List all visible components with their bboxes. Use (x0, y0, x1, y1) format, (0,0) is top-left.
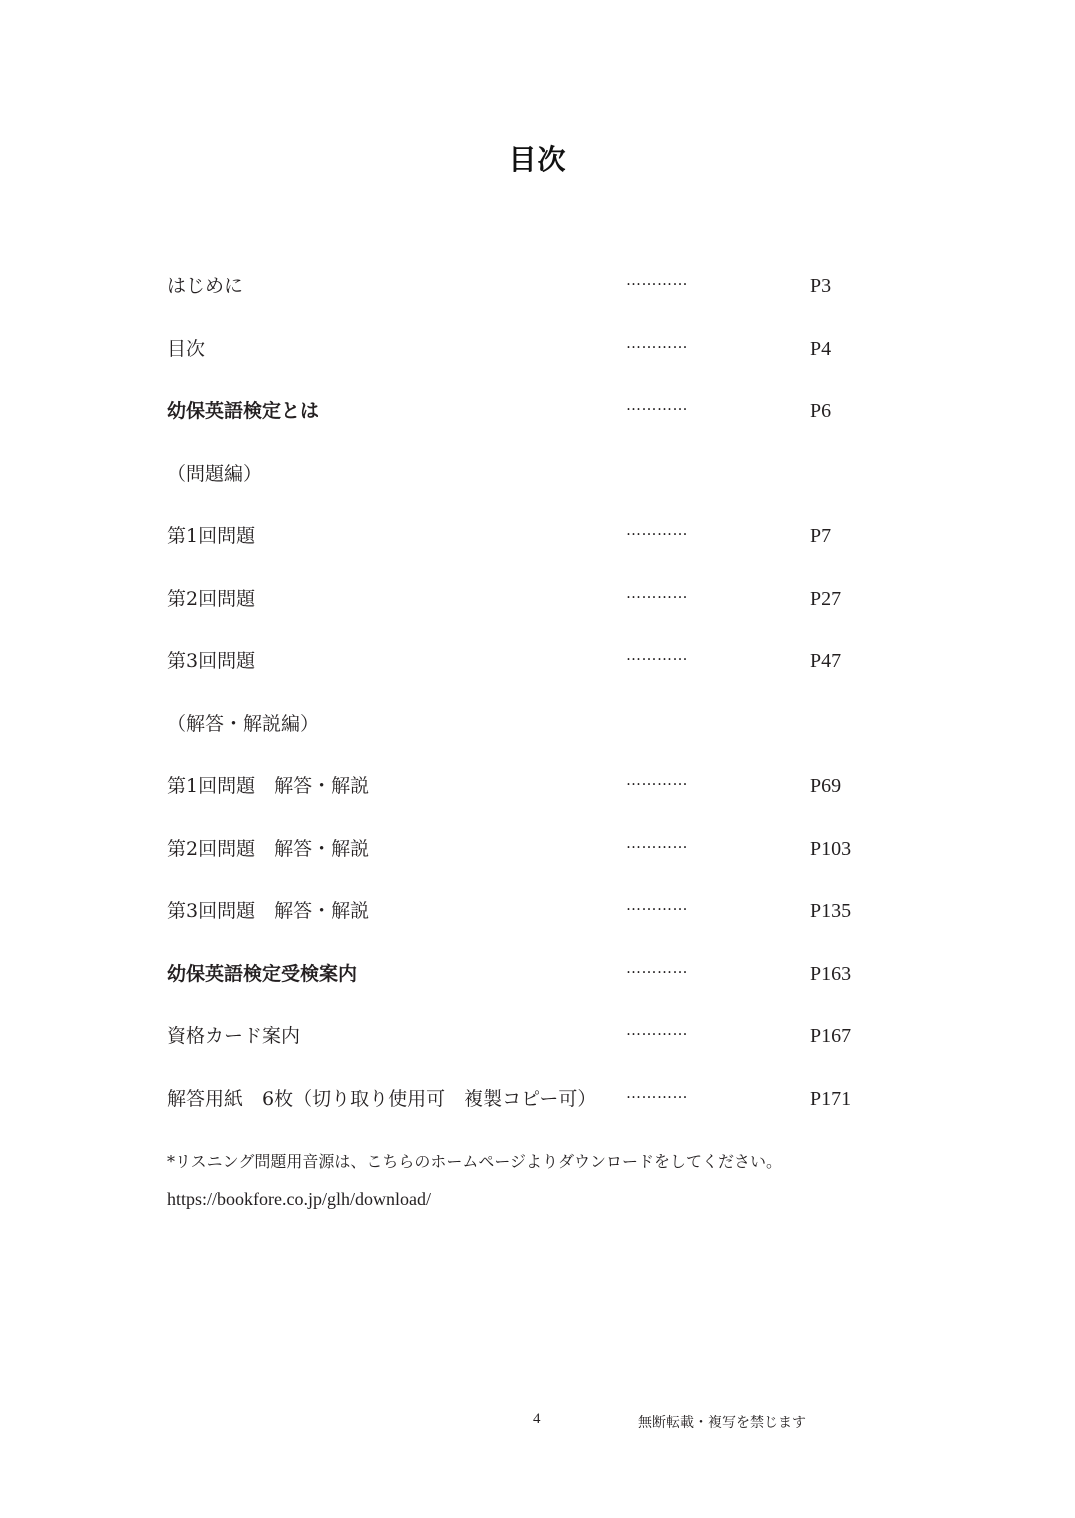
toc-entry-label: 資格カード案内 (167, 1025, 301, 1047)
toc-section-label: （解答・解説編） (167, 712, 320, 735)
page-title: 目次 (508, 143, 567, 176)
toc-leader-dots: ………… (626, 1021, 688, 1039)
toc-page-number: P27 (810, 587, 842, 610)
toc-entry-exam-3 (167, 643, 887, 706)
toc-leader-dots: ………… (626, 771, 688, 789)
toc-page-number: P163 (810, 962, 852, 985)
toc-entry-answers-3 (167, 893, 887, 956)
toc-entry-label: 第1回問題 (167, 525, 256, 547)
toc-entry-label: 幼保英語検定とは (167, 400, 320, 422)
footer-page-number: 4 (533, 1411, 541, 1427)
toc-page-number: P103 (810, 837, 852, 860)
toc-page-number: P4 (810, 337, 832, 360)
toc-entry-exam-1 (167, 518, 887, 581)
toc-page-number: P47 (810, 650, 842, 672)
toc-entry-contents (167, 331, 887, 394)
toc-entry-label: 第3回問題 解答・解説 (167, 900, 370, 922)
toc-page-number: P6 (810, 400, 832, 422)
toc-page-number: P7 (810, 525, 832, 547)
toc-entry-answer-sheets (167, 1081, 887, 1144)
toc-page-number: P69 (810, 775, 842, 797)
toc-leader-dots: ………… (626, 896, 688, 914)
toc-section-heading-questions (167, 456, 887, 519)
toc-leader-dots: ………… (626, 271, 688, 289)
toc-page-number: P167 (810, 1025, 852, 1047)
toc-leader-dots: ………… (626, 833, 688, 852)
toc-page-number: P171 (810, 1087, 852, 1110)
toc-leader-dots: ………… (626, 396, 688, 414)
toc-leader-dots: ………… (626, 333, 688, 352)
toc-entry-label: 第1回問題 解答・解説 (167, 775, 370, 797)
toc-leader-dots: ………… (626, 958, 688, 977)
toc-entry-answers-2 (167, 831, 887, 894)
toc-entry-exam-2 (167, 581, 887, 644)
table-of-contents (167, 268, 887, 1143)
toc-entry-label: 第3回問題 (167, 650, 256, 672)
toc-entry-answers-1 (167, 768, 887, 831)
toc-entry-label: はじめに (167, 275, 244, 297)
toc-section-heading-answers (167, 706, 887, 769)
footer-copyright-notice: 無断転載・複写を禁じます (638, 1415, 806, 1431)
toc-section-label: （問題編） (167, 462, 263, 485)
toc-entry-introduction (167, 268, 887, 331)
toc-entry-label: 幼保英語検定受検案内 (167, 962, 358, 985)
toc-entry-exam-guide (167, 956, 887, 1019)
toc-entry-about-exam (167, 393, 887, 456)
toc-leader-dots: ………… (626, 583, 688, 602)
toc-leader-dots: ………… (626, 646, 688, 664)
toc-entry-label: 第2回問題 (167, 587, 256, 610)
toc-page-number: P135 (810, 900, 852, 922)
download-url-link[interactable]: https://bookfore.co.jp/glh/download/ (167, 1189, 431, 1209)
toc-leader-dots: ………… (626, 521, 688, 539)
listening-audio-note: *リスニング問題用音源は、こちらのホームページよりダウンロードをしてください。 (167, 1152, 783, 1171)
toc-page-number: P3 (810, 275, 832, 297)
toc-entry-label: 第2回問題 解答・解説 (167, 837, 370, 860)
toc-entry-qualification-card (167, 1018, 887, 1081)
toc-entry-label: 目次 (167, 337, 206, 360)
toc-entry-label: 解答用紙 6枚（切り取り使用可 複製コピー可） (167, 1087, 597, 1110)
toc-leader-dots: ………… (626, 1083, 688, 1102)
